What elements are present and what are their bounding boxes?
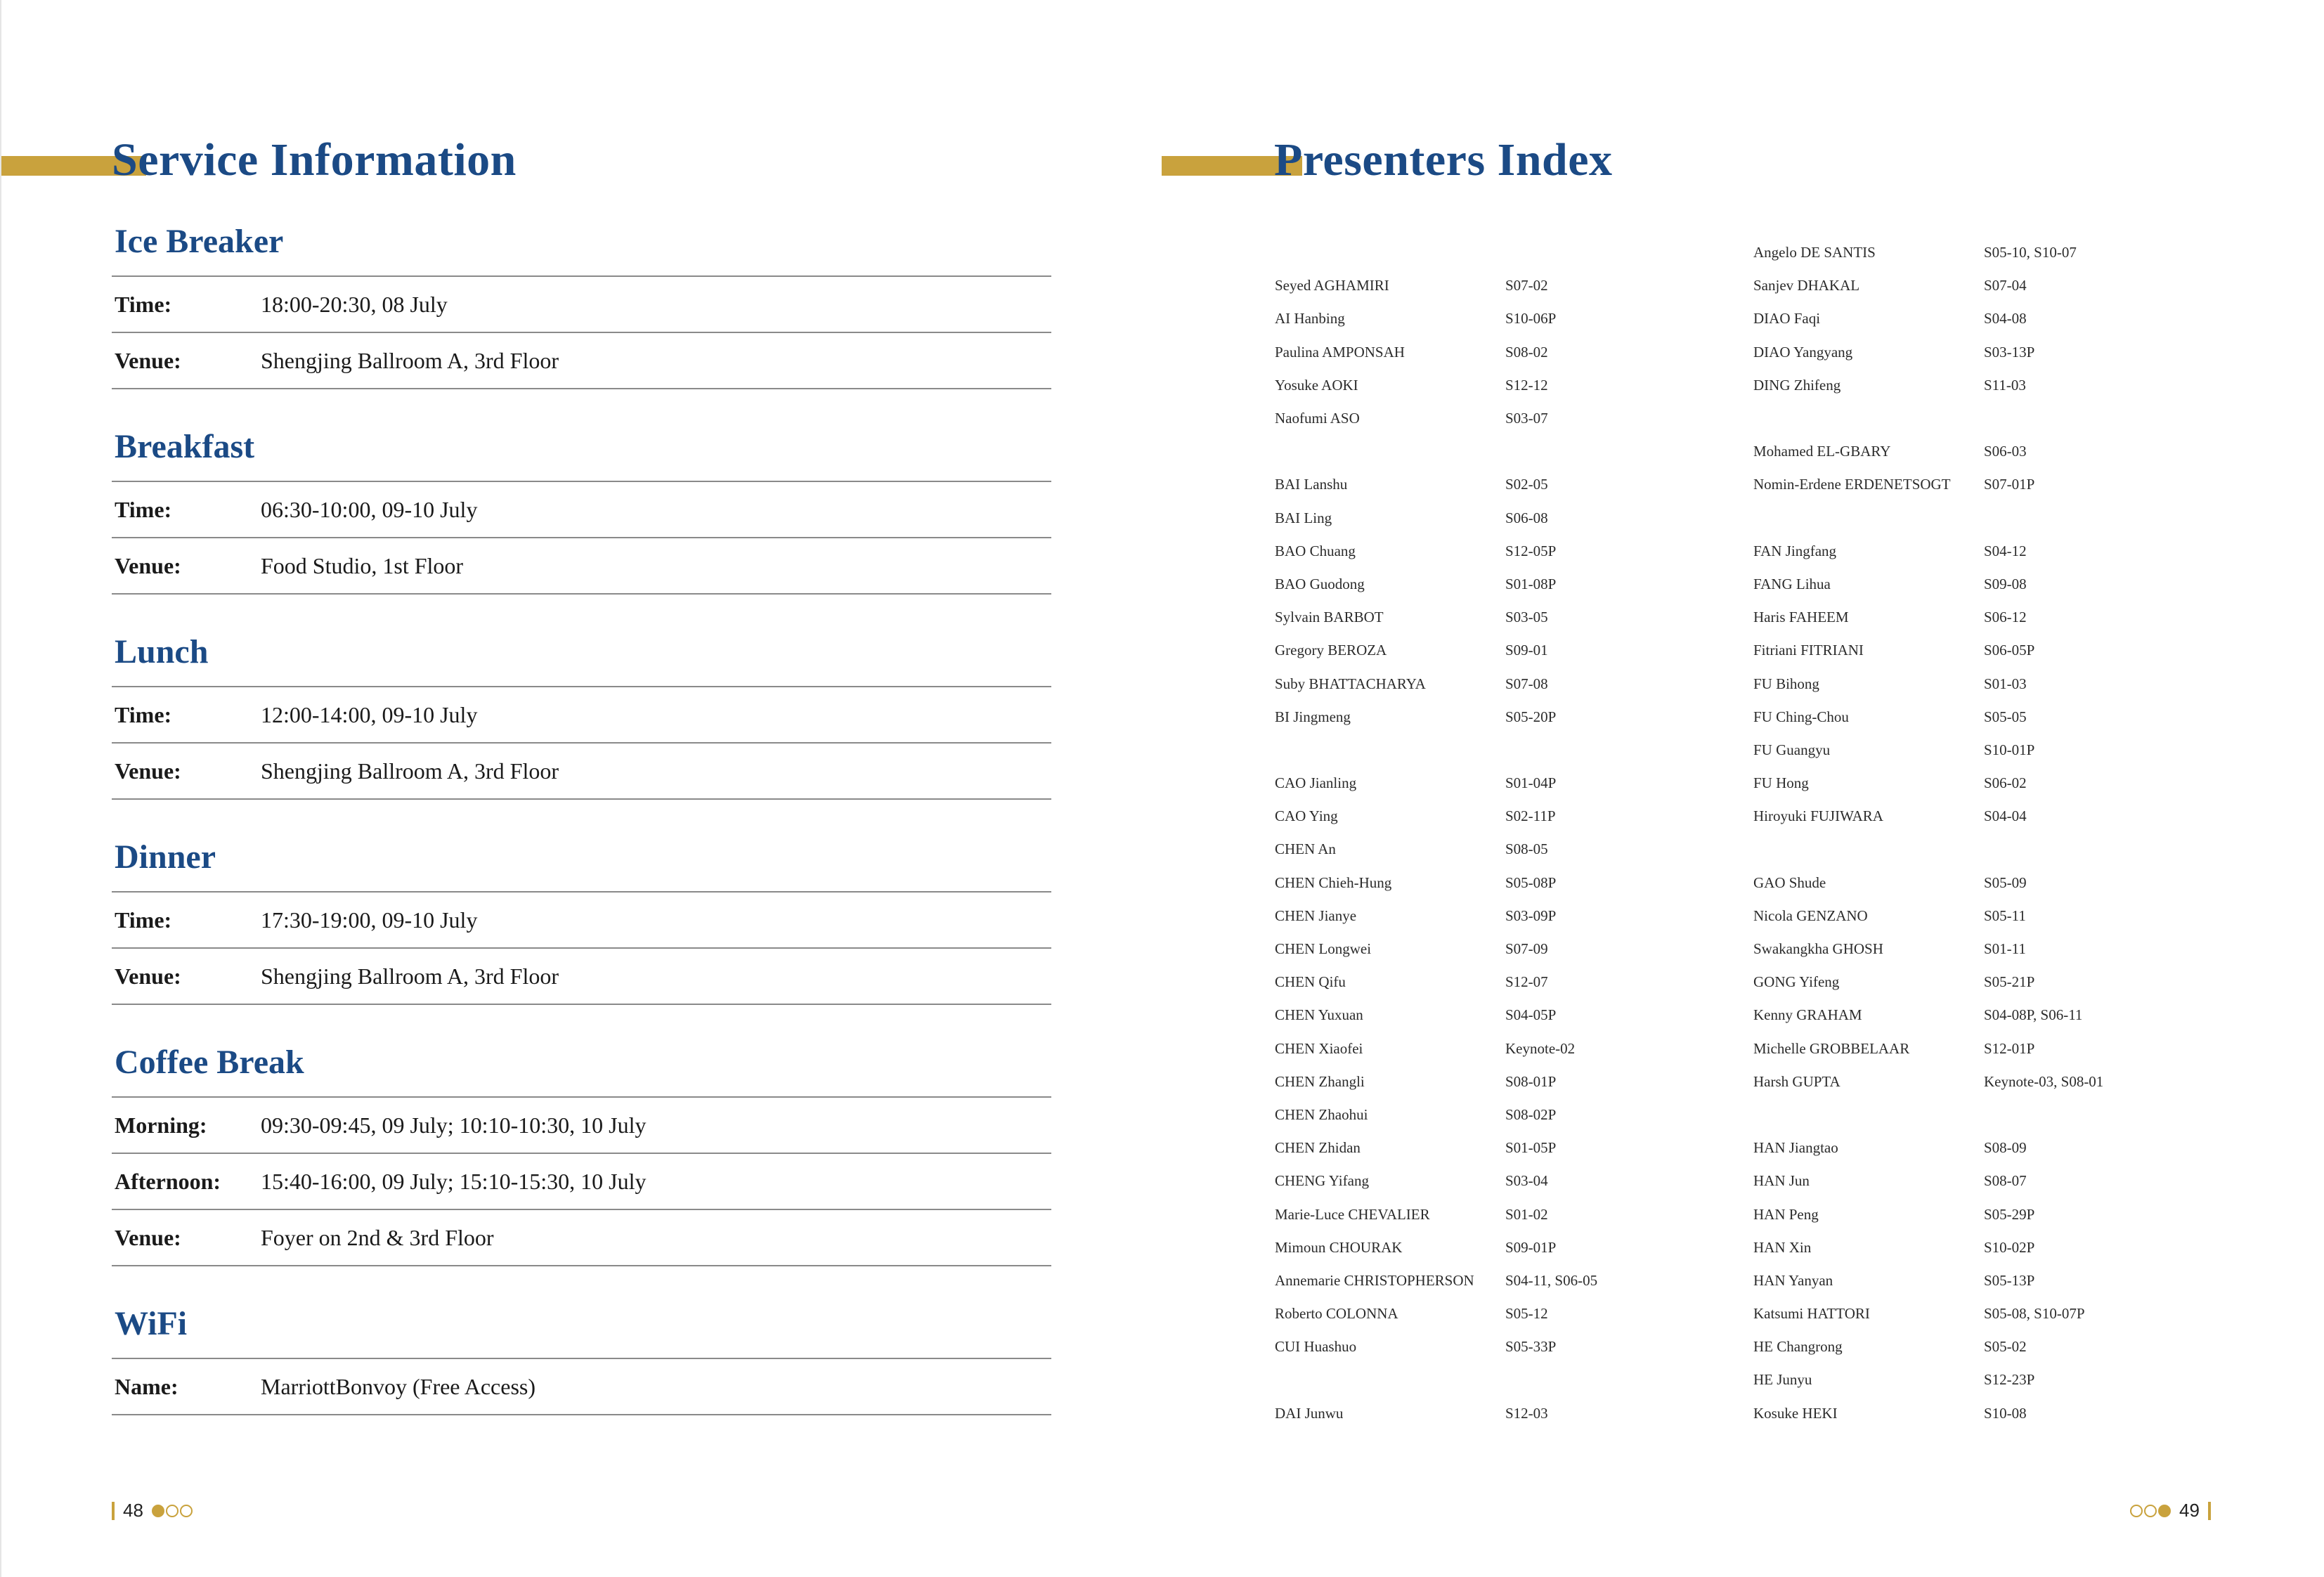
presenter-entry: [1753, 999, 2203, 1032]
presenter-entry: [1753, 900, 2203, 933]
service-section: [112, 1307, 1051, 1415]
presenter-name: HAN Jiangtao: [1753, 1139, 1838, 1157]
session-code: S05-08, S10-07P: [1984, 1305, 2085, 1323]
presenter-entry: [1275, 734, 1725, 767]
info-row: [112, 686, 1051, 742]
presenter-entry: [1275, 468, 1725, 501]
presenter-name: Katsumi HATTORI: [1753, 1305, 1870, 1323]
presenter-entry: [1753, 236, 2203, 269]
session-code: S10-06P: [1505, 310, 1557, 327]
info-label: Venue:: [115, 347, 181, 373]
presenter-entry: [1275, 269, 1725, 302]
session-code: S02-05: [1505, 476, 1548, 493]
presenter-entry: [1753, 1264, 2203, 1297]
presenter-entry: [1753, 1098, 2203, 1131]
presenter-name: CHEN Xiaofei: [1275, 1039, 1363, 1057]
presenter-name: GONG Yifeng: [1753, 973, 1840, 991]
presenter-name: Mimoun CHOURAK: [1275, 1238, 1403, 1256]
info-row: [112, 537, 1051, 595]
session-code: S04-08P, S06-11: [1984, 1006, 2083, 1024]
presenter-entry: [1275, 1330, 1725, 1363]
session-code: Keynote-02: [1505, 1039, 1576, 1057]
presenter-entry: [1275, 302, 1725, 335]
session-code: S08-07: [1984, 1172, 2027, 1190]
session-code: S05-12: [1505, 1305, 1548, 1323]
service-section: [112, 635, 1051, 800]
presenter-entry: [1275, 1264, 1725, 1297]
page-footer: [112, 1500, 193, 1521]
presenter-entry: [1275, 1131, 1725, 1164]
page-title: Presenters Index: [1274, 134, 1613, 186]
presenter-name: Marie-Luce CHEVALIER: [1275, 1205, 1430, 1223]
presenter-entry: [1753, 1363, 2203, 1396]
info-table: [112, 686, 1051, 800]
presenter-name: FANG Lihua: [1753, 575, 1831, 592]
service-sections: [112, 225, 1051, 1456]
presenter-name: Haris FAHEEM: [1753, 609, 1849, 626]
presenter-entry: [1753, 867, 2203, 900]
presenter-entry: [1753, 800, 2203, 833]
session-code: S08-05: [1505, 841, 1548, 858]
presenter-entry: [1753, 1032, 2203, 1065]
session-code: S05-11: [1984, 907, 2026, 924]
info-label: Morning:: [115, 1112, 207, 1138]
session-code: S11-03: [1984, 376, 2026, 394]
info-value: 15:40-16:00, 09 July; 15:10-15:30, 10 July: [261, 1168, 647, 1194]
presenter-entry: [1275, 900, 1725, 933]
info-label: Venue:: [115, 963, 181, 989]
presenter-name: Hiroyuki FUJIWARA: [1753, 807, 1883, 825]
presenter-entry: [1275, 1231, 1725, 1264]
presenter-entry: [1275, 402, 1725, 435]
info-value: 17:30-19:00, 09-10 July: [261, 907, 478, 933]
info-row: [112, 891, 1051, 947]
presenter-name: Annemarie CHRISTOPHERSON: [1275, 1271, 1474, 1289]
session-code: S03-13P: [1984, 343, 2035, 361]
presenter-name: Angelo DE SANTIS: [1753, 244, 1876, 261]
presenter-entry: [1275, 867, 1725, 900]
session-code: S12-07: [1505, 973, 1548, 991]
presenter-entry: [1753, 667, 2203, 700]
session-code: S04-04: [1984, 807, 2027, 825]
page-number: 49: [2179, 1500, 2200, 1521]
presenter-name: AI Hanbing: [1275, 310, 1345, 327]
session-code: S06-05P: [1984, 642, 2035, 659]
dot-icon: [2144, 1505, 2157, 1517]
info-label: Name:: [115, 1373, 178, 1399]
service-section: [112, 838, 1051, 1005]
session-code: S05-13P: [1984, 1271, 2035, 1289]
presenter-name: CAO Jianling: [1275, 774, 1357, 792]
page-number: 48: [123, 1500, 143, 1521]
presenter-entry: [1753, 1198, 2203, 1231]
presenter-entry: [1275, 800, 1725, 833]
presenter-name: DIAO Faqi: [1753, 310, 1821, 327]
session-code: S05-10, S10-07: [1984, 244, 2077, 261]
presenter-entry: [1275, 1065, 1725, 1098]
info-row: [112, 481, 1051, 537]
session-code: S05-05: [1984, 708, 2027, 725]
presenter-entry: [1275, 535, 1725, 568]
presenter-name: Fitriani FITRIANI: [1753, 642, 1864, 659]
presenter-entry: [1275, 1164, 1725, 1198]
footer-divider: [2208, 1502, 2211, 1520]
session-code: S05-09: [1984, 874, 2027, 891]
presenter-entry: [1753, 833, 2203, 866]
presenter-entry: [1275, 435, 1725, 468]
session-code: S06-12: [1984, 609, 2027, 626]
presenter-entry: [1753, 369, 2203, 402]
info-label: Time:: [115, 907, 172, 933]
section-title: Breakfast: [115, 428, 255, 465]
session-code: S05-20P: [1505, 708, 1557, 725]
presenter-entry: [1275, 933, 1725, 966]
page-title: Service Information: [112, 134, 517, 186]
info-label: Afternoon:: [115, 1168, 221, 1194]
presenter-entry: [1753, 1131, 2203, 1164]
info-value: Shengjing Ballroom A, 3rd Floor: [261, 758, 559, 784]
session-code: S12-05P: [1505, 542, 1557, 559]
presenter-name: CHEN Chieh-Hung: [1275, 874, 1392, 891]
session-code: S10-02P: [1984, 1238, 2035, 1256]
info-value: Food Studio, 1st Floor: [261, 552, 464, 578]
presenter-entry: [1753, 468, 2203, 501]
presenter-entry: [1753, 701, 2203, 734]
presenter-entry: [1753, 734, 2203, 767]
presenter-entry: [1275, 336, 1725, 369]
session-code: S07-02: [1505, 277, 1548, 294]
session-code: S07-08: [1505, 675, 1548, 692]
presenter-name: GAO Shude: [1753, 874, 1826, 891]
session-code: Keynote-03, S08-01: [1984, 1072, 2104, 1090]
session-code: S06-02: [1984, 774, 2027, 792]
presenter-name: Roberto COLONNA: [1275, 1305, 1398, 1323]
session-code: S06-08: [1505, 509, 1548, 526]
session-code: S10-08: [1984, 1404, 2027, 1422]
presenter-name: HAN Jun: [1753, 1172, 1810, 1190]
presenter-entry: [1275, 1198, 1725, 1231]
presenter-name: CHENG Yifang: [1275, 1172, 1369, 1190]
presenter-entry: [1753, 601, 2203, 634]
session-code: S04-05P: [1505, 1006, 1557, 1024]
presenter-entry: [1753, 1297, 2203, 1330]
presenter-name: HE Junyu: [1753, 1371, 1812, 1389]
session-code: S05-02: [1984, 1338, 2027, 1356]
session-code: S05-21P: [1984, 973, 2035, 991]
presenter-entry: [1753, 502, 2203, 535]
session-code: S03-07: [1505, 410, 1548, 427]
presenter-name: Nomin-Erdene ERDENETSOGT: [1753, 476, 1951, 493]
info-row: [112, 1209, 1051, 1266]
presenter-entry: [1275, 1297, 1725, 1330]
session-code: S10-01P: [1984, 741, 2035, 758]
info-value: 12:00-14:00, 09-10 July: [261, 701, 478, 727]
presenter-entry: [1275, 767, 1725, 800]
session-code: S08-02: [1505, 343, 1548, 361]
session-code: S07-01P: [1984, 476, 2035, 493]
presenter-entry: [1753, 1231, 2203, 1264]
session-code: S01-11: [1984, 940, 2026, 958]
session-code: S09-08: [1984, 575, 2027, 592]
section-title: Coffee Break: [115, 1044, 304, 1081]
presenter-name: Yosuke AOKI: [1275, 376, 1358, 394]
service-section: [112, 430, 1051, 595]
info-label: Venue:: [115, 758, 181, 784]
info-row: [112, 332, 1051, 389]
session-code: S04-08: [1984, 310, 2027, 327]
dot-icon: [152, 1505, 164, 1517]
presenter-name: CHEN Qifu: [1275, 973, 1346, 991]
presenter-name: HE Changrong: [1753, 1338, 1843, 1356]
session-code: S01-02: [1505, 1205, 1548, 1223]
presenter-name: HAN Xin: [1753, 1238, 1812, 1256]
presenter-name: CHEN Zhaohui: [1275, 1105, 1368, 1123]
session-code: S01-05P: [1505, 1139, 1557, 1157]
session-code: S06-03: [1984, 443, 2027, 460]
presenter-name: CHEN Longwei: [1275, 940, 1372, 958]
presenter-name: Nicola GENZANO: [1753, 907, 1868, 924]
presenter-name: BAI Lanshu: [1275, 476, 1348, 493]
session-code: S01-08P: [1505, 575, 1557, 592]
presenter-name: CHEN Zhidan: [1275, 1139, 1361, 1157]
info-table: [112, 891, 1051, 1005]
session-code: S03-09P: [1505, 907, 1557, 924]
presenter-entry: [1753, 634, 2203, 667]
presenter-entry: [1753, 269, 2203, 302]
info-table: [112, 1096, 1051, 1266]
session-code: S05-08P: [1505, 874, 1557, 891]
presenter-name: CHEN Jianye: [1275, 907, 1357, 924]
presenter-entry: [1275, 1363, 1725, 1396]
presenter-entry: [1753, 336, 2203, 369]
presenter-name: Naofumi ASO: [1275, 410, 1360, 427]
presenter-name: HAN Yanyan: [1753, 1271, 1833, 1289]
session-code: S01-04P: [1505, 774, 1557, 792]
session-code: S03-04: [1505, 1172, 1548, 1190]
presenter-entry: [1753, 933, 2203, 966]
presenter-entry: [1275, 1032, 1725, 1065]
section-title: Lunch: [115, 633, 209, 670]
presenter-entry: [1275, 568, 1725, 601]
presenter-name: Mohamed EL-GBARY: [1753, 443, 1891, 460]
presenter-entry: [1275, 369, 1725, 402]
session-code: S05-29P: [1984, 1205, 2035, 1223]
session-code: S04-12: [1984, 542, 2027, 559]
footer-divider: [112, 1502, 115, 1520]
presenter-entry: [1275, 502, 1725, 535]
session-code: S12-23P: [1984, 1371, 2035, 1389]
presenter-name: FU Guangyu: [1753, 741, 1831, 758]
info-row: [112, 1153, 1051, 1209]
session-code: S01-03: [1984, 675, 2027, 692]
right-page: [1162, 0, 2323, 1577]
presenter-entry: [1275, 833, 1725, 866]
session-code: S08-09: [1984, 1139, 2027, 1157]
presenter-name: Swakangkha GHOSH: [1753, 940, 1883, 958]
presenter-name: Sylvain BARBOT: [1275, 609, 1384, 626]
presenter-entry: [1275, 236, 1725, 269]
session-code: S03-05: [1505, 609, 1548, 626]
presenter-name: FAN Jingfang: [1753, 542, 1837, 559]
session-code: S07-04: [1984, 277, 2027, 294]
service-section: [112, 1046, 1051, 1266]
session-code: S12-12: [1505, 376, 1548, 394]
presenter-entry: [1753, 966, 2203, 999]
presenter-name: BAI Ling: [1275, 509, 1332, 526]
presenter-entry: [1275, 601, 1725, 634]
presenter-name: Gregory BEROZA: [1275, 642, 1387, 659]
section-title: WiFi: [115, 1305, 188, 1342]
presenter-name: FU Bihong: [1753, 675, 1819, 692]
dot-icon: [2130, 1505, 2143, 1517]
presenter-name: FU Ching-Chou: [1753, 708, 1849, 725]
presenter-entry: [1753, 767, 2203, 800]
presenter-name: DIAO Yangyang: [1753, 343, 1853, 361]
presenter-entry: [1275, 1397, 1725, 1430]
dot-icon: [166, 1505, 178, 1517]
page-dots: [2130, 1505, 2171, 1517]
session-code: S07-09: [1505, 940, 1548, 958]
info-value: Foyer on 2nd & 3rd Floor: [261, 1224, 494, 1250]
info-label: Time:: [115, 291, 172, 317]
dot-icon: [2158, 1505, 2171, 1517]
presenter-name: BAO Guodong: [1275, 575, 1365, 592]
presenter-entry: [1753, 1330, 2203, 1363]
info-row: [112, 1096, 1051, 1153]
presenter-entry: [1275, 999, 1725, 1032]
info-label: Venue:: [115, 1224, 181, 1250]
info-row: [112, 1358, 1051, 1415]
session-code: S12-01P: [1984, 1039, 2035, 1057]
session-code: S12-03: [1505, 1404, 1548, 1422]
presenter-entry: [1753, 402, 2203, 435]
session-code: S02-11P: [1505, 807, 1556, 825]
presenter-name: CUI Huashuo: [1275, 1338, 1357, 1356]
dot-icon: [180, 1505, 193, 1517]
presenter-entry: [1753, 1065, 2203, 1098]
presenter-entry: [1275, 667, 1725, 700]
info-table: [112, 275, 1051, 389]
presenter-name: BI Jingmeng: [1275, 708, 1351, 725]
presenter-name: CHEN An: [1275, 841, 1336, 858]
presenter-entry: [1753, 535, 2203, 568]
info-label: Time:: [115, 496, 172, 522]
section-title: Ice Breaker: [115, 223, 284, 260]
presenter-name: Kosuke HEKI: [1753, 1404, 1838, 1422]
session-code: S04-11, S06-05: [1505, 1271, 1598, 1289]
info-row: [112, 742, 1051, 800]
info-value: Shengjing Ballroom A, 3rd Floor: [261, 963, 559, 989]
presenter-entry: [1753, 1164, 2203, 1198]
info-value: MarriottBonvoy (Free Access): [261, 1373, 536, 1399]
presenter-entry: [1275, 1098, 1725, 1131]
info-label: Venue:: [115, 552, 181, 578]
page-footer: [2130, 1500, 2211, 1521]
info-table: [112, 481, 1051, 595]
presenters-column-1: [1275, 236, 1725, 1430]
session-code: S08-01P: [1505, 1072, 1557, 1090]
info-row: [112, 947, 1051, 1005]
info-label: Time:: [115, 701, 172, 727]
presenter-name: BAO Chuang: [1275, 542, 1356, 559]
service-section: [112, 225, 1051, 389]
session-code: S09-01P: [1505, 1238, 1557, 1256]
info-row: [112, 275, 1051, 332]
presenter-name: FU Hong: [1753, 774, 1809, 792]
presenter-name: Harsh GUPTA: [1753, 1072, 1841, 1090]
presenter-name: CHEN Zhangli: [1275, 1072, 1365, 1090]
session-code: S05-33P: [1505, 1338, 1557, 1356]
presenter-entry: [1753, 435, 2203, 468]
section-title: Dinner: [115, 838, 216, 876]
info-value: Shengjing Ballroom A, 3rd Floor: [261, 347, 559, 373]
session-code: S09-01: [1505, 642, 1548, 659]
presenter-name: Kenny GRAHAM: [1753, 1006, 1862, 1024]
presenters-column-2: [1753, 236, 2203, 1430]
presenter-name: CHEN Yuxuan: [1275, 1006, 1363, 1024]
presenter-name: Paulina AMPONSAH: [1275, 343, 1405, 361]
presenter-entry: [1753, 302, 2203, 335]
presenter-entry: [1275, 701, 1725, 734]
info-value: 18:00-20:30, 08 July: [261, 291, 448, 317]
presenter-entry: [1275, 634, 1725, 667]
presenter-name: DAI Junwu: [1275, 1404, 1344, 1422]
info-value: 06:30-10:00, 09-10 July: [261, 496, 478, 522]
presenter-name: CAO Ying: [1275, 807, 1338, 825]
presenter-entry: [1753, 568, 2203, 601]
presenter-name: Michelle GROBBELAAR: [1753, 1039, 1910, 1057]
presenter-name: Suby BHATTACHARYA: [1275, 675, 1426, 692]
presenter-entry: [1275, 966, 1725, 999]
info-table: [112, 1358, 1051, 1415]
presenter-name: Sanjev DHAKAL: [1753, 277, 1860, 294]
page-dots: [152, 1505, 193, 1517]
presenter-name: Seyed AGHAMIRI: [1275, 277, 1389, 294]
presenter-entry: [1753, 1397, 2203, 1430]
presenter-name: DING Zhifeng: [1753, 376, 1841, 394]
info-value: 09:30-09:45, 09 July; 10:10-10:30, 10 July: [261, 1112, 647, 1138]
presenter-name: HAN Peng: [1753, 1205, 1819, 1223]
session-code: S08-02P: [1505, 1105, 1557, 1123]
